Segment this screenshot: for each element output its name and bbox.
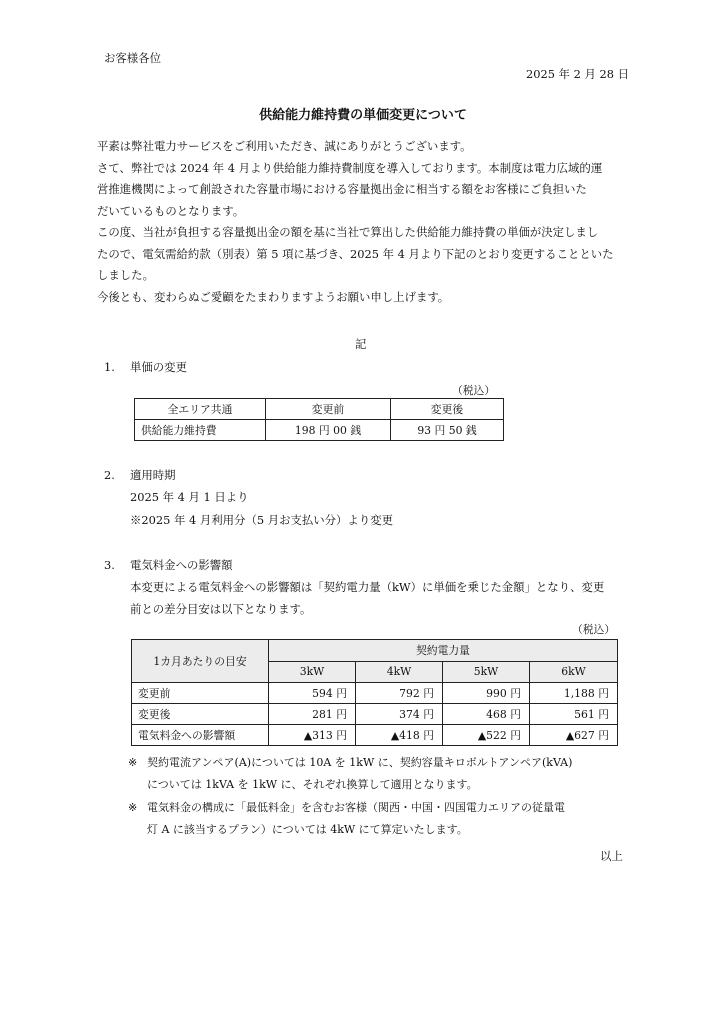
table-row xyxy=(132,704,618,725)
section2-line1: 2025 年 4 月 1 日より xyxy=(130,490,249,504)
intro-line: 今後とも、変わらぬご愛顧をたまわりますようお願い申し上げます。 xyxy=(97,289,450,304)
intro-line: しました。 xyxy=(97,268,154,282)
section3-desc-line2: 前との差分目安は以下となります。 xyxy=(130,602,312,616)
table-header-cell: 変更前 xyxy=(266,399,391,420)
note2-line2: 灯 A に該当するプラン）については 4kW にて算定いたします。 xyxy=(147,823,468,836)
section1-number: 1. xyxy=(104,360,115,374)
section3-number: 3. xyxy=(104,558,115,572)
note-mark: ※ xyxy=(128,801,138,814)
table-cell: 792 円 xyxy=(356,683,443,704)
table-cell: ▲522 円 xyxy=(443,725,530,746)
intro-line: 平素は弊社電力サービスをご利用いただき、誠にありがとうございます。 xyxy=(97,139,472,153)
section1-heading: 単価の変更 xyxy=(130,360,187,374)
recipient: お客様各位 xyxy=(104,51,161,65)
intro-line: さて、弊社では 2024 年 4 月より供給能力維持費制度を導入しております。本制度は電力広域的運 xyxy=(97,160,603,175)
table-row-label: 変更前 xyxy=(132,683,269,704)
note2-line1: 電気料金の構成に「最低料金」を含むお客様（関西・中国・四国電力エリアの従量電 xyxy=(147,801,565,814)
unit-price-table xyxy=(134,398,504,441)
page-title: 供給能力維持費の単価変更について xyxy=(259,108,467,123)
section3-tax-note: （税込） xyxy=(572,623,616,636)
table-cell: 468 円 xyxy=(443,704,530,725)
table-header-cell: 変更後 xyxy=(391,399,504,420)
table-cell: 93 円 50 銭 xyxy=(391,420,504,441)
table-row-label: 電気料金への影響額 xyxy=(132,725,269,746)
date: 2025 年 2 月 28 日 xyxy=(526,67,630,81)
intro-line: だいているものとなります。 xyxy=(97,203,245,218)
table-header-cell: 6kW xyxy=(530,661,618,683)
section3-desc-line1: 本変更による電気料金への影響額は「契約電力量（kW）に単価を乗じた金額」となり、変更 xyxy=(130,580,605,594)
ki-mark: 記 xyxy=(355,337,367,351)
table-header-cell: 全エリア共通 xyxy=(135,399,266,420)
section2-heading: 適用時期 xyxy=(130,468,176,482)
closing: 以上 xyxy=(600,849,623,863)
table-corner-cell: 1カ月あたりの目安 xyxy=(132,640,269,683)
section2-number: 2. xyxy=(104,468,115,482)
table-cell: 990 円 xyxy=(443,683,530,704)
table-cell: 374 円 xyxy=(356,704,443,725)
note-mark: ※ xyxy=(128,756,138,769)
table-header-row xyxy=(135,399,504,420)
table-row-label: 変更後 xyxy=(132,704,269,725)
section3-heading: 電気料金への影響額 xyxy=(130,558,233,572)
section1-tax-note: （税込） xyxy=(452,384,496,397)
table-cell: 供給能力維持費 xyxy=(135,420,266,441)
table-row xyxy=(132,725,618,746)
table-group-header: 契約電力量 xyxy=(269,640,618,662)
note1-line2: については 1kVA を 1kW に、それぞれ換算して適用となります。 xyxy=(147,778,478,791)
section2-line2: ※2025 年 4 月利用分（5 月お支払い分）より変更 xyxy=(130,513,393,527)
table-header-row xyxy=(132,640,618,662)
impact-table xyxy=(131,639,618,746)
table-cell: 594 円 xyxy=(269,683,356,704)
table-header-cell: 3kW xyxy=(269,661,356,683)
intro-paragraph xyxy=(97,136,614,308)
intro-line: この度、当社が負担する容量拠出金の額を基に当社で算出した供給能力維持費の単価が決定しまし xyxy=(97,225,599,239)
table-header-cell: 4kW xyxy=(356,661,443,683)
table-cell: 1,188 円 xyxy=(530,683,618,704)
table-cell: 561 円 xyxy=(530,704,618,725)
intro-line: たので、電気需給約款（別表）第 5 項に基づき、2025 年 4 月より下記のとおり変更することといた xyxy=(97,246,614,261)
table-header-cell: 5kW xyxy=(443,661,530,683)
table-row xyxy=(135,420,504,441)
table-cell: ▲627 円 xyxy=(530,725,618,746)
table-cell: 281 円 xyxy=(269,704,356,725)
table-cell: 198 円 00 銭 xyxy=(266,420,391,441)
note1-line1: 契約電流アンペア(A)については 10A を 1kW に、契約容量キロボルトアンペア(kVA) xyxy=(147,756,573,769)
table-row xyxy=(132,683,618,704)
table-cell: ▲418 円 xyxy=(356,725,443,746)
table-cell: ▲313 円 xyxy=(269,725,356,746)
intro-line: 営推進機関によって創設された容量市場における容量拠出金に相当する額をお客様にご負担いた xyxy=(97,182,587,196)
